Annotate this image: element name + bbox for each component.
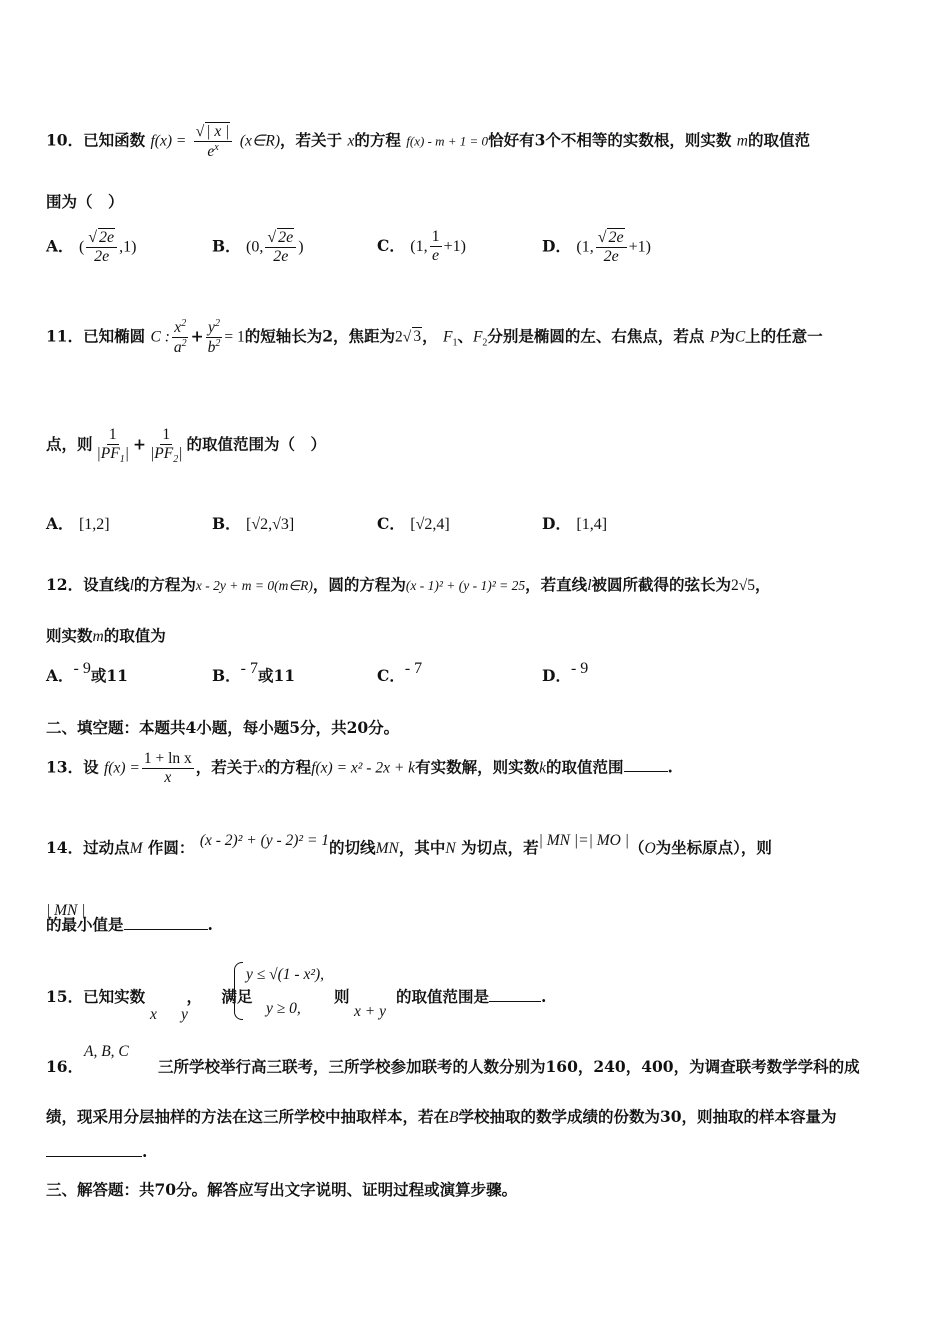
q11-one: 1 [108,426,117,443]
q15-text: 已知实数 [83,987,146,1006]
q14-text: 作圆： [147,838,195,857]
q10-line1 [46,122,810,161]
option-label: A． [46,236,74,256]
q13-k: k [539,759,546,777]
q10-text: 的方程 [354,130,401,150]
option-value: [1,4] [576,516,608,533]
q11-f1: F [442,328,453,346]
q13-equation: f(x) = x² - 2x + k [311,759,416,777]
q11-option-b [212,512,294,534]
q14-abs: | MN | [46,902,86,919]
option-num: 2e [278,229,294,246]
option-pre: (1, [410,237,428,255]
q12-text: ， [755,575,771,594]
option-fraction: $\frac{√ 2e}{2e}$ [596,228,627,267]
q11-text: 的取值范围为（ ） [186,434,326,454]
q11-a: a [173,339,182,357]
q10-function: f(x) = [150,132,187,150]
option-label: A． [46,666,74,685]
option-pre: ( [78,238,85,256]
q11-line2 [46,426,326,465]
q11-pf1: |PF [96,444,120,462]
q15-y: y [181,1006,188,1023]
q10-text: 的取值范 [747,130,810,150]
q11-text: 分别是椭圆的左、右焦点，若点 [487,326,705,346]
option-value: - 7 [240,660,258,677]
q16-end: . [142,1142,148,1161]
option-den: 2e [603,248,619,266]
q11-pf2: |PF [149,444,174,462]
q14-text: ，其中 [398,838,446,857]
q14-mn: MN [375,840,399,857]
q14-m: M [129,840,143,857]
answer-blank [124,915,208,930]
q15-constraint-2: y ≥ 0, [266,1000,301,1017]
option-value: - 7 [404,660,423,677]
q15-text: 满足 [221,987,253,1006]
q15-text: 则 [334,987,350,1006]
q11-text: 上的任意一 [745,326,823,346]
q11-one: 1 [162,426,171,443]
q13-num: 1 + ln x [143,750,192,767]
q12-m: m [92,628,104,645]
q14-line1 [46,832,772,858]
option-label: D． [542,666,571,685]
q13-text: 的方程 [264,757,312,777]
q16-b: B [449,1109,459,1126]
q12-circle-eq: (x - 1)² + (y - 1)² = 25 [405,578,526,593]
option-value: [√2,4] [410,516,450,533]
q14-text: 为坐标原点），则 [655,838,772,857]
q16-line2 [46,1105,837,1127]
q11-ellipse-name: C : [150,328,170,346]
q11-frac-2: $\frac{1}{|PF_2|}$ [149,426,183,465]
option-value: [1,2] [78,516,110,533]
q12-line-eq: x - 2y + m = 0(m∈R) [195,578,313,593]
q10-text: 已知函数 [83,130,146,150]
q13-den: x [164,768,172,786]
q12-line1 [46,573,771,595]
option-den: 2e [273,248,289,266]
option-post: ) [298,238,304,256]
q11-text: 点，则 [46,434,93,454]
option-label: C． [377,514,405,533]
option-value: - 9 [570,660,589,677]
q14-o: O [644,840,656,857]
q16-schools: A, B, C [84,1043,129,1060]
q11-text: 为 [719,326,735,346]
q11-f2: F [472,328,483,346]
option-post: +1) [628,238,651,256]
q15-x: x [150,1006,157,1023]
q10-option-d [542,228,651,267]
q11-frac-y: $\frac{y^2}{b^2}$ [207,318,221,357]
q10-line2: 围为（ ） [46,192,124,211]
q15-comma: ， [186,987,203,1006]
q11-text: 的短轴长为2，焦距为 [244,326,396,346]
q10-equation: f(x) - m + 1 = 0 [406,133,489,149]
option-den: 2e [94,248,110,266]
q12-option-b [212,660,296,686]
q14-text: 的切线 [329,838,376,857]
q11-frac-1: $\frac{1}{|PF_1|}$ [96,426,129,465]
q12-text: 的取值为 [103,626,166,645]
q16-text: 学校抽取的数学成绩的份数为30，则抽取的样本容量为 [458,1107,837,1126]
q13-number: 13．设 [46,757,99,777]
option-label: B． [212,236,241,256]
q12-text: ，若直线 [525,575,588,594]
q15-end: . [541,987,547,1006]
q14-text: 的最小值是 [46,915,124,934]
q15-constraint-1: y ≤ √(1 - x²), [246,966,325,983]
option-num: 1 [430,228,442,247]
q13-text: 的取值范围 [545,757,624,777]
q16-number: 16． [46,1057,84,1076]
q16-line3 [46,1142,147,1161]
q12-number: 12． [46,575,84,594]
option-label: B． [212,514,241,533]
option-label: D． [542,514,571,533]
option-pre: (0, [246,238,264,256]
option-text: 或11 [90,666,128,685]
q10-domain: (x∈R) [239,132,281,150]
q11-option-d [542,512,607,534]
option-label: C． [377,235,405,255]
q10-option-a [46,228,136,267]
q15-line-b [334,985,350,1007]
q11-x: x [174,319,182,337]
q12-text: 则实数 [46,626,93,645]
option-fraction [430,228,442,266]
q13-text: ，若关于 [195,757,258,777]
q14-text: 过动点 [83,838,130,857]
q12-option-a [46,660,128,686]
q14-text: （ [628,838,645,857]
q11-number: 11． [46,326,84,346]
q12-text: ，圆的方程为 [312,575,406,594]
q12-chord: 2√5 [731,577,756,594]
option-text: 或11 [257,666,296,685]
option-den: e [432,247,440,265]
option-num: 2e [608,229,624,246]
option-value: [√2,√3] [246,516,295,533]
q13-text: 有实数解，则实数 [415,757,540,777]
q10-var: x [347,132,355,150]
q15-sum: x + y [354,1003,386,1020]
q11-eq: = 1 [224,328,245,346]
q14-end: . [207,915,213,934]
q15-text: 的取值范围是 [396,987,490,1006]
q14-condition: | MN |=| MO | [538,832,629,849]
q15-line [46,985,252,1007]
q14-n: N [445,840,456,857]
q16-text: 绩，现采用分层抽样的方法在这三所学校中抽取样本，若在 [46,1107,450,1126]
answer-blank [46,1142,142,1157]
option-label: C． [377,666,405,685]
q11-focal: 2 [395,328,403,346]
option-fraction: $\frac{√ 2e}{2e}$ [265,228,296,267]
option-label: B． [212,666,241,685]
q11-plus: + [132,434,146,454]
q10-fraction: $\frac{√ | x |}{e^x}$ [194,122,233,161]
q14-line3 [46,913,213,935]
q12-text: 的方程为 [133,575,196,594]
answer-blank [489,987,541,1002]
q15-number: 15． [46,987,84,1006]
q15-line-c [396,985,546,1007]
q15-brace [234,962,243,1020]
q11-line1: 11．已知椭圆 C : $\frac{x^2}{a^2}$ + $\frac{y^2}{b^2}$ = 1的短轴长为2，焦距为2√ 3， $F_1$、$F_2$分别是椭圆的左、右焦点，若点 P为C上的任意一 [46,318,823,357]
answer-blank [624,757,668,772]
q10-text: ，若关于 [280,130,343,150]
section-2-heading: 二、填空题：本题共4小题，每小题5分，共20分。 [46,718,400,737]
section-3-heading: 三、解答题：共70分。解答应写出文字说明、证明过程或演算步骤。 [46,1180,518,1199]
q13-function: f(x) = [103,759,140,777]
option-num: 2e [99,229,115,246]
q11-frac-x: $\frac{x^2}{a^2}$ [173,318,187,357]
option-fraction: $\frac{√ 2e}{2e}$ [86,228,117,267]
q12-text: 设直线 [83,575,130,594]
q10-text: 恰好有3个不相等的实数根，则实数 [488,130,732,150]
q10-sqrt-arg: | x | [206,123,230,140]
q11-y: y [208,319,215,337]
q13-x: x [257,759,265,777]
q12-l: l [129,577,134,594]
q12-text: 被圆所截得的弦长为 [591,575,732,594]
q11-text: 已知椭圆 [83,326,146,346]
q16-text-1: 三所学校举行高三联考，三所学校参加联考的人数分别为160，240，400，为调查联考数学学科的成 [158,1057,860,1076]
q13-fraction [142,750,194,787]
option-label: D． [542,236,571,256]
q12-option-d [542,660,589,686]
q12-option-c [377,660,423,686]
q10-number: 10． [46,130,84,150]
option-post: +1) [443,237,466,255]
q14-circle-eq: (x - 2)² + (y - 2)² = 1 [199,832,330,849]
q10-option-b [212,228,304,267]
q13-line [46,750,673,787]
q11-b: b [207,339,216,357]
q10-option-c [377,228,466,266]
q11-c: C [734,328,746,346]
q12-line2 [46,624,166,646]
q12-l: l [587,577,592,594]
q11-p: P [709,328,720,346]
q10-m: m [736,132,748,150]
q11-focal-root: 3 [413,328,422,346]
q11-sep: 、 [457,326,473,346]
option-post: ,1) [119,238,137,256]
q14-number: 14． [46,838,84,857]
option-pre: (1, [576,238,594,256]
q14-text: 为切点，若 [461,838,539,857]
option-label: A． [46,514,74,533]
option-value: - 9 [73,660,91,677]
q11-option-a [46,512,110,534]
q13-end: . [667,757,673,777]
q10-den: e [207,142,215,160]
q11-option-c [377,512,450,534]
